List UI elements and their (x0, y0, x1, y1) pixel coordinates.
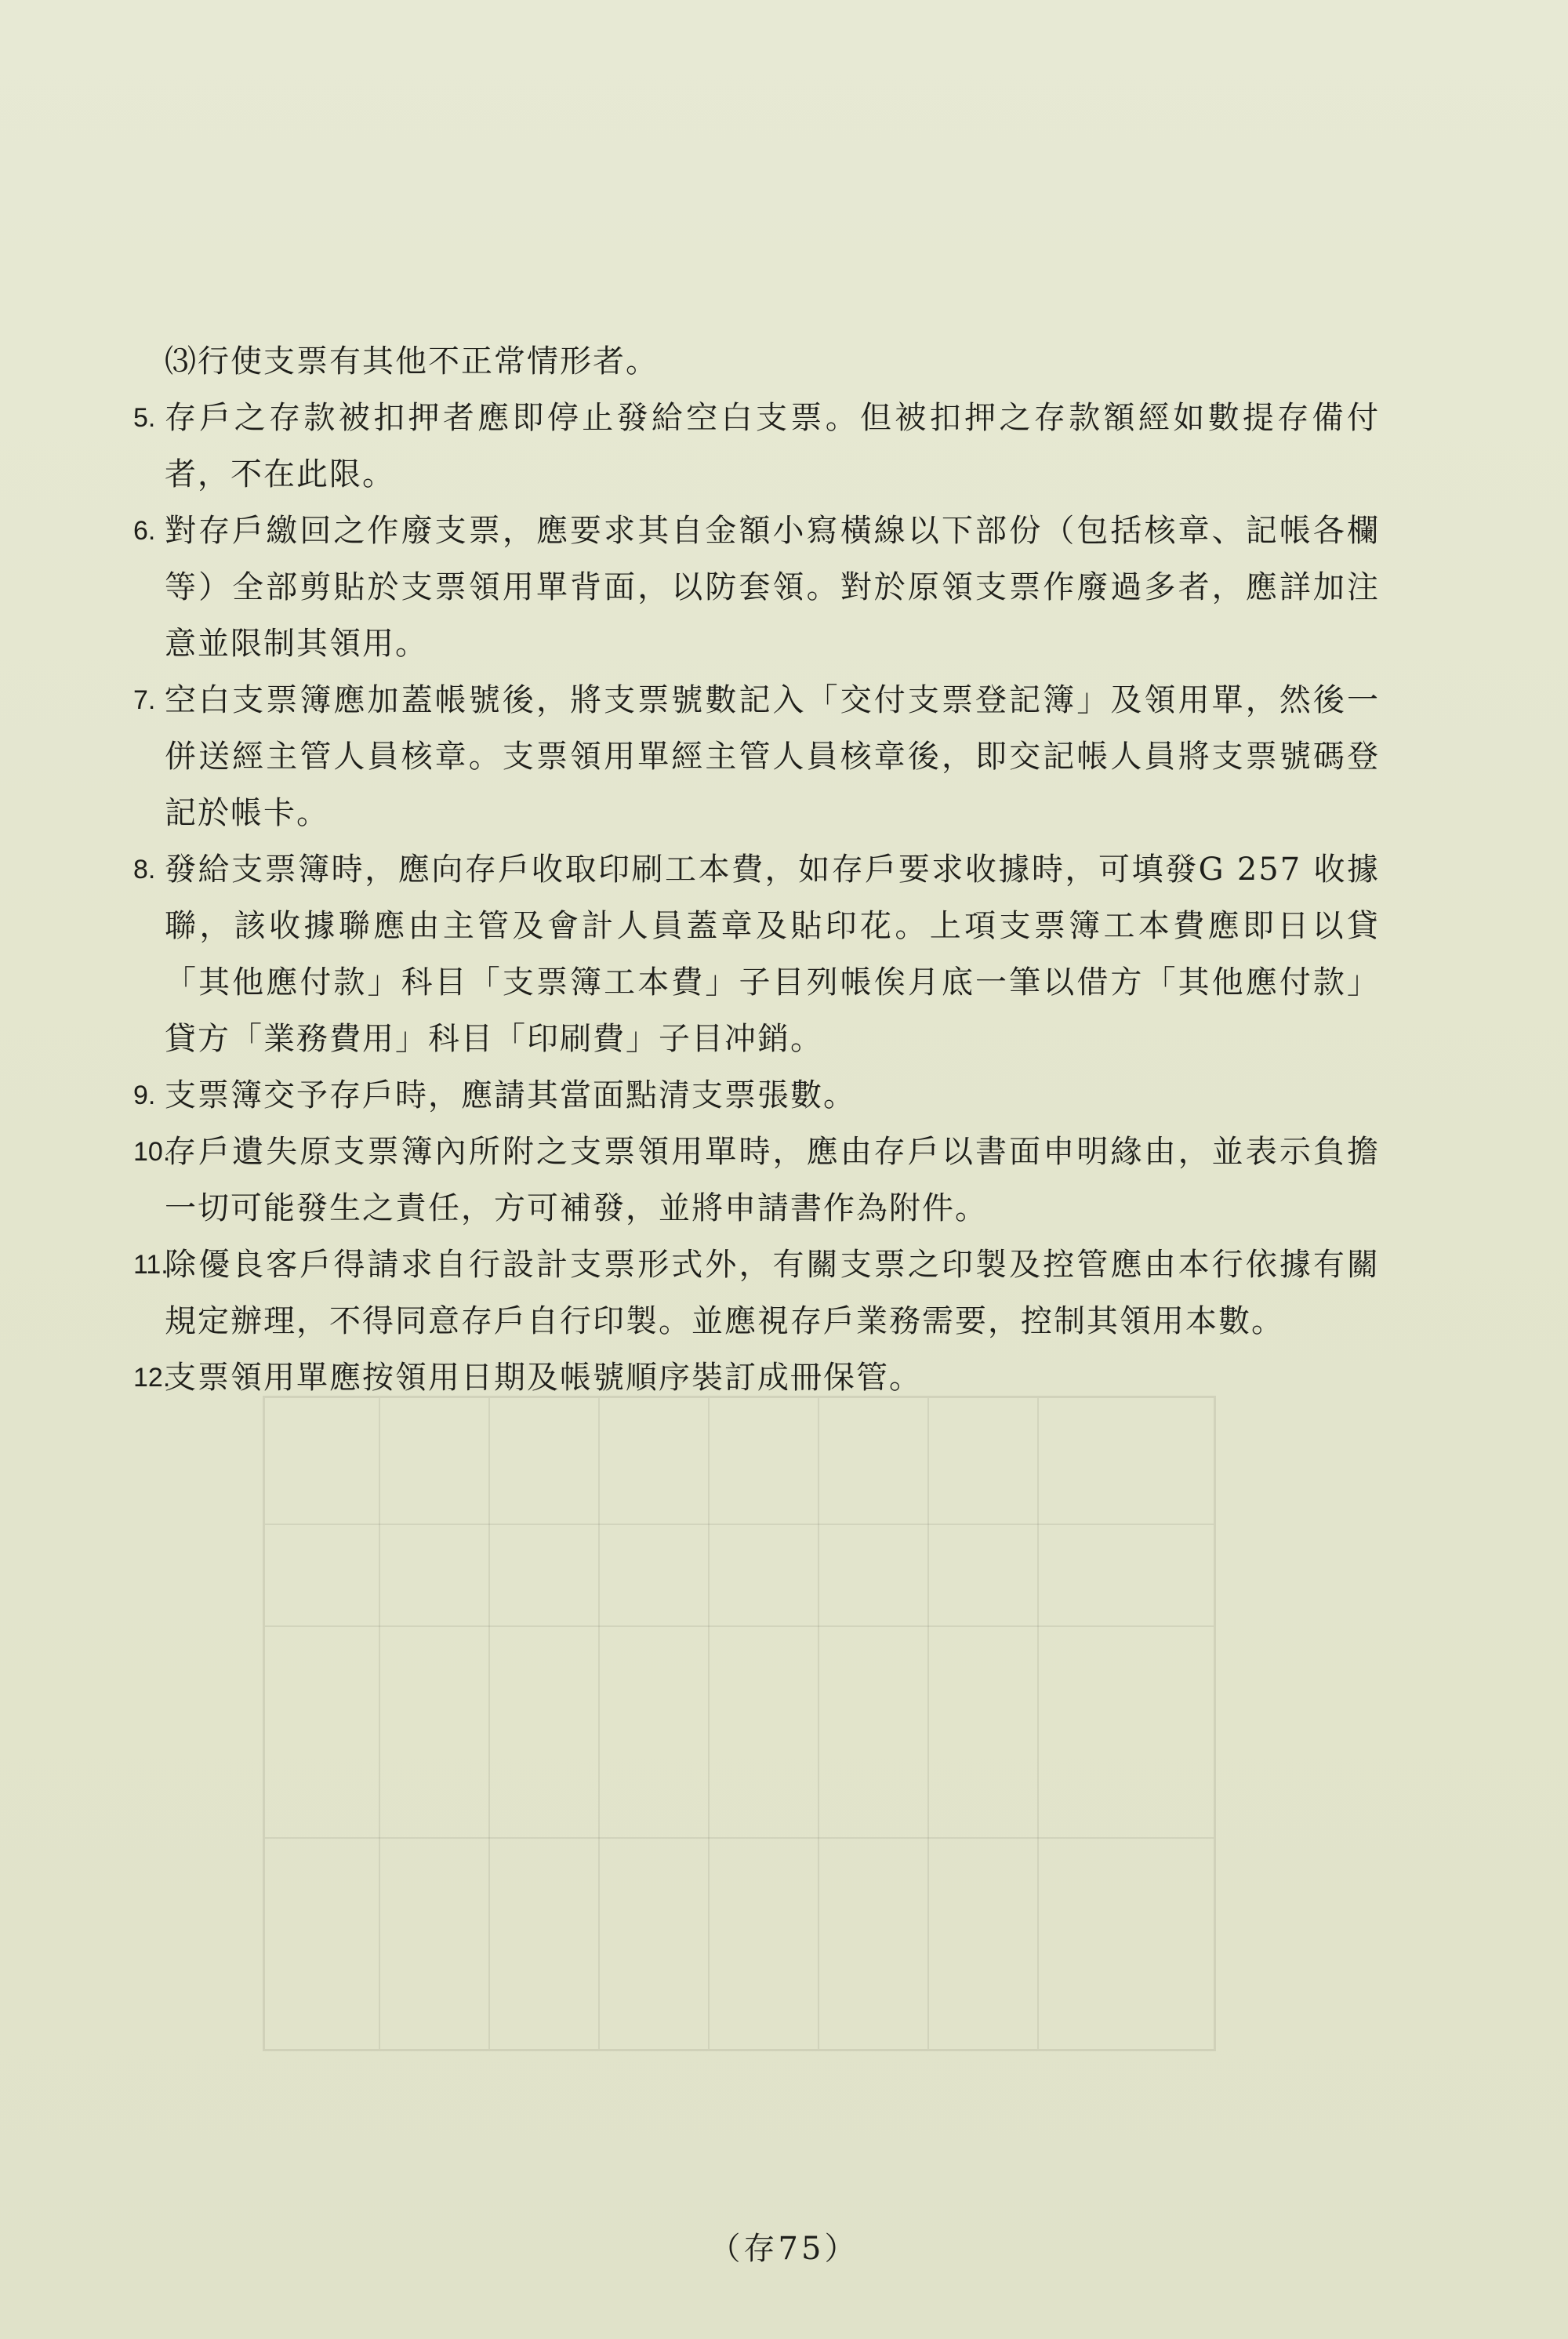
item-number: 5. (133, 403, 156, 433)
item-text: 存戶遺失原支票簿內所附之支票領用單時，應由存戶以書面申明緣由，並表示負擔一切可能發生之責任，方可補發，並將申請書作為附件。 (165, 1134, 1380, 1226)
item-number: 12. (133, 1363, 171, 1393)
item-8 (133, 841, 1380, 1067)
item-11 (133, 1237, 1380, 1349)
item-text: 發給支票簿時，應向存戶收取印刷工本費，如存戶要求收據時，可填發G 257 收據聯，該收據聯應由主管及會計人員蓋章及貼印花。上項支票簿工本費應即日以貸「其他應付款」科目「支票簿工本費」子目列帳俟月底一筆以借方「其他應付款」貸方「業務費用」科目「印刷費」子目冲銷。 (165, 852, 1380, 1057)
item-text: 對存戶繳回之作廢支票，應要求其自金額小寫橫線以下部份（包括核章、記帳各欄等）全部剪貼於支票領用單背面，以防套領。對於原領支票作廢過多者，應詳加注意並限制其領用。 (165, 513, 1380, 662)
item-7 (133, 672, 1380, 841)
item-3-text: ⑶行使支票有其他不正常情形者。 (165, 343, 659, 380)
item-number: 6. (133, 516, 156, 546)
item-text: 除優良客戶得請求自行設計支票形式外，有關支票之印製及控管應由本行依據有關規定辦理，不得同意存戶自行印製。並應視存戶業務需要，控制其領用本數。 (165, 1247, 1380, 1339)
item-9 (133, 1067, 1380, 1124)
item-number: 8. (133, 855, 156, 884)
item-number: 11. (133, 1250, 169, 1280)
regulation-text (133, 333, 1380, 1406)
bleed-through-form (263, 1396, 1216, 2051)
item-number: 7. (133, 685, 156, 715)
item-12 (133, 1349, 1380, 1406)
item-10 (133, 1124, 1380, 1237)
item-number: 10. (133, 1137, 171, 1167)
item-text: 支票簿交予存戶時，應請其當面點清支票張數。 (165, 1077, 856, 1113)
item-text: 存戶之存款被扣押者應即停止發給空白支票。但被扣押之存款額經如數提存備付者，不在此限。 (165, 400, 1380, 492)
item-text: 支票領用單應按領用日期及帳號順序裝訂成冊保管。 (165, 1360, 922, 1396)
item-number: 9. (133, 1081, 156, 1110)
item-5 (133, 390, 1380, 503)
page-number: （存75） (709, 2231, 859, 2267)
item-3-continuation (133, 333, 1380, 390)
item-text: 空白支票簿應加蓋帳號後，將支票號數記入「交付支票登記簿」及領用單，然後一併送經主管人員核章。支票領用單經主管人員核章後，即交記帳人員將支票號碼登記於帳卡。 (165, 682, 1380, 831)
item-6 (133, 503, 1380, 672)
